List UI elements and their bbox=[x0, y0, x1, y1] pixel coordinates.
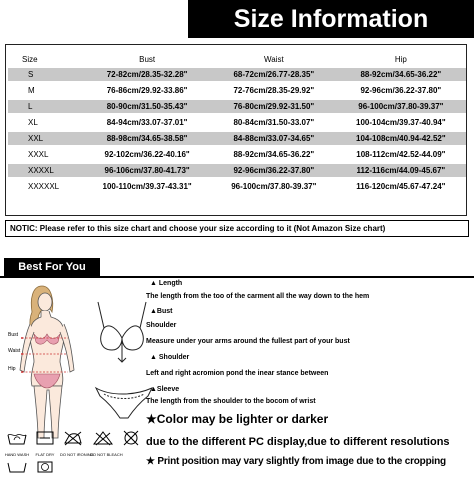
measure-text-bust: Measure under your arms around the fullest part of your bust bbox=[146, 338, 350, 345]
section-divider bbox=[0, 276, 474, 278]
note-color: ★Color may be lighter or darker bbox=[146, 412, 329, 426]
care-icon-hand-wash bbox=[4, 430, 30, 457]
table-row bbox=[8, 180, 466, 193]
measure-heading-sleeve: ▲Sleeve bbox=[150, 386, 180, 393]
wash-tub-icon bbox=[6, 461, 28, 473]
care-icon-wash-tub bbox=[4, 460, 30, 478]
size-cell: S bbox=[8, 68, 82, 81]
waist-cell: 92-96cm/36.22-37.80" bbox=[212, 164, 336, 177]
no-dry-clean-icon bbox=[121, 430, 141, 446]
table-row bbox=[8, 132, 466, 145]
hand-wash-icon bbox=[6, 430, 28, 446]
care-icon-do-not-bleach bbox=[90, 430, 123, 457]
size-notice: NOTIC: Please refer to this size chart and choose your size according to it (Not Amazon Size chart) bbox=[5, 220, 469, 237]
measure-text-shoulder-label: Shoulder bbox=[146, 322, 177, 329]
note-display: due to the different PC display,due to different resolutions bbox=[146, 436, 450, 448]
care-icon-do-not-iron bbox=[60, 430, 94, 457]
best-for-you-label: Best For You bbox=[4, 258, 100, 276]
waist-cell: 88-92cm/34.65-36.22" bbox=[233, 150, 315, 159]
size-cell: M bbox=[28, 86, 35, 95]
measure-text-sleeve: The length from the shoulder to the bocom of wrist bbox=[146, 398, 316, 405]
hip-cell: 112-116cm/44.09-45.67" bbox=[336, 164, 466, 177]
waist-cell: 76-80cm/29.92-31.50" bbox=[212, 100, 336, 113]
bust-cell: 100-110cm/39.37-43.31" bbox=[102, 182, 192, 191]
bust-cell: 96-106cm/37.80-41.73" bbox=[82, 164, 212, 177]
table-header-row bbox=[8, 53, 466, 65]
size-cell: XXXL bbox=[28, 150, 49, 159]
care-label: FLAT DRY bbox=[35, 452, 55, 457]
header-hip: Hip bbox=[394, 54, 407, 64]
care-label: DO NOT IRONING bbox=[60, 452, 94, 457]
waist-cell: 68-72cm/26.77-28.35" bbox=[212, 68, 336, 81]
size-cell: XXXXL bbox=[8, 164, 82, 177]
care-label: DO NOT BLEACH bbox=[90, 452, 123, 457]
hip-cell: 116-120cm/45.67-47.24" bbox=[356, 182, 446, 191]
measure-heading-bust: ▲Bust bbox=[150, 308, 173, 315]
bust-cell: 92-102cm/36.22-40.16" bbox=[104, 150, 190, 159]
hip-cell: 96-100cm/37.80-39.37" bbox=[336, 100, 466, 113]
tumble-dry-icon bbox=[35, 461, 55, 473]
figure-label-waist: Waist bbox=[8, 348, 21, 354]
note-print-position: ★ Print position may vary slightly from image due to the cropping bbox=[146, 456, 446, 467]
care-icon-no-dry-clean bbox=[118, 430, 144, 452]
header-bust: Bust bbox=[139, 54, 156, 64]
figure-label-bust: Bust bbox=[8, 332, 19, 338]
hip-cell: 108-112cm/42.52-44.09" bbox=[356, 150, 446, 159]
bust-cell: 84-94cm/33.07-37.01" bbox=[106, 118, 188, 127]
hip-cell: 104-108cm/40.94-42.52" bbox=[336, 132, 466, 145]
no-bleach-icon bbox=[92, 430, 114, 446]
table-row bbox=[8, 68, 466, 81]
table-row bbox=[8, 100, 466, 113]
care-icon-tumble bbox=[32, 460, 58, 478]
care-icons-row bbox=[4, 408, 144, 474]
hip-cell: 88-92cm/34.65-36.22" bbox=[336, 68, 466, 81]
hip-cell: 100-104cm/39.37-40.94" bbox=[356, 118, 446, 127]
flat-dry-icon bbox=[35, 430, 55, 446]
table-row bbox=[8, 164, 466, 177]
measure-text-length: The length from the too of the carment all the way down to the hem bbox=[146, 293, 370, 300]
size-cell: XXXXXL bbox=[28, 182, 60, 191]
figure-label-hip: Hip bbox=[8, 366, 16, 372]
header-waist: Waist bbox=[263, 54, 284, 64]
measure-heading-shoulder: ▲ Shoulder bbox=[150, 354, 190, 361]
waist-cell: 72-76cm/28.35-29.92" bbox=[233, 86, 315, 95]
size-cell: L bbox=[8, 100, 82, 113]
table-row bbox=[8, 84, 466, 97]
hip-cell: 92-96cm/36.22-37.80" bbox=[360, 86, 442, 95]
size-table bbox=[8, 50, 466, 196]
waist-cell: 96-100cm/37.80-39.37" bbox=[231, 182, 317, 191]
measure-heading-length: ▲ Length bbox=[150, 280, 183, 287]
size-information-title: Size Information bbox=[188, 0, 474, 38]
table-row bbox=[8, 116, 466, 129]
waist-cell: 84-88cm/33.07-34.65" bbox=[212, 132, 336, 145]
no-iron-icon bbox=[62, 430, 84, 446]
size-cell: XL bbox=[28, 118, 38, 127]
size-cell: XXL bbox=[8, 132, 82, 145]
bust-cell: 88-98cm/34.65-38.58" bbox=[82, 132, 212, 145]
care-label: HAND WASH bbox=[4, 452, 30, 457]
header-size: Size bbox=[22, 54, 38, 64]
table-row bbox=[8, 148, 466, 161]
bust-cell: 80-90cm/31.50-35.43" bbox=[82, 100, 212, 113]
bust-cell: 72-82cm/28.35-32.28" bbox=[82, 68, 212, 81]
waist-cell: 80-84cm/31.50-33.07" bbox=[233, 118, 315, 127]
bust-cell: 76-86cm/29.92-33.86" bbox=[106, 86, 188, 95]
measure-text-shoulder: Left and right acromion pond the inear stance between bbox=[146, 370, 329, 377]
care-icon-flat-dry bbox=[32, 430, 58, 457]
